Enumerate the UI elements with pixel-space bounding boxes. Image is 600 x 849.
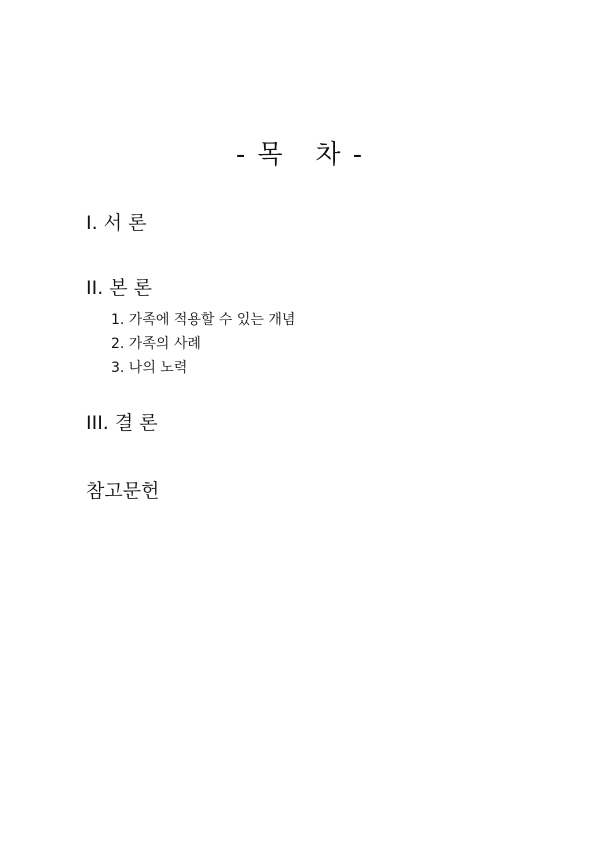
list-item-concepts: 1. 가족에 적용할 수 있는 개념 (111, 312, 296, 328)
list-item-my-effort: 3. 나의 노력 (111, 360, 188, 376)
main-body-subitems (111, 308, 295, 380)
section-main-body: II. 본 론 (86, 277, 153, 299)
section-conclusion: III. 결 론 (86, 412, 158, 434)
list-item-family-case: 2. 가족의 사례 (111, 336, 201, 352)
section-references: 참고문헌 (86, 480, 160, 502)
table-of-contents-title: - 목 차 - (235, 140, 365, 170)
section-introduction: I. 서 론 (86, 212, 147, 234)
